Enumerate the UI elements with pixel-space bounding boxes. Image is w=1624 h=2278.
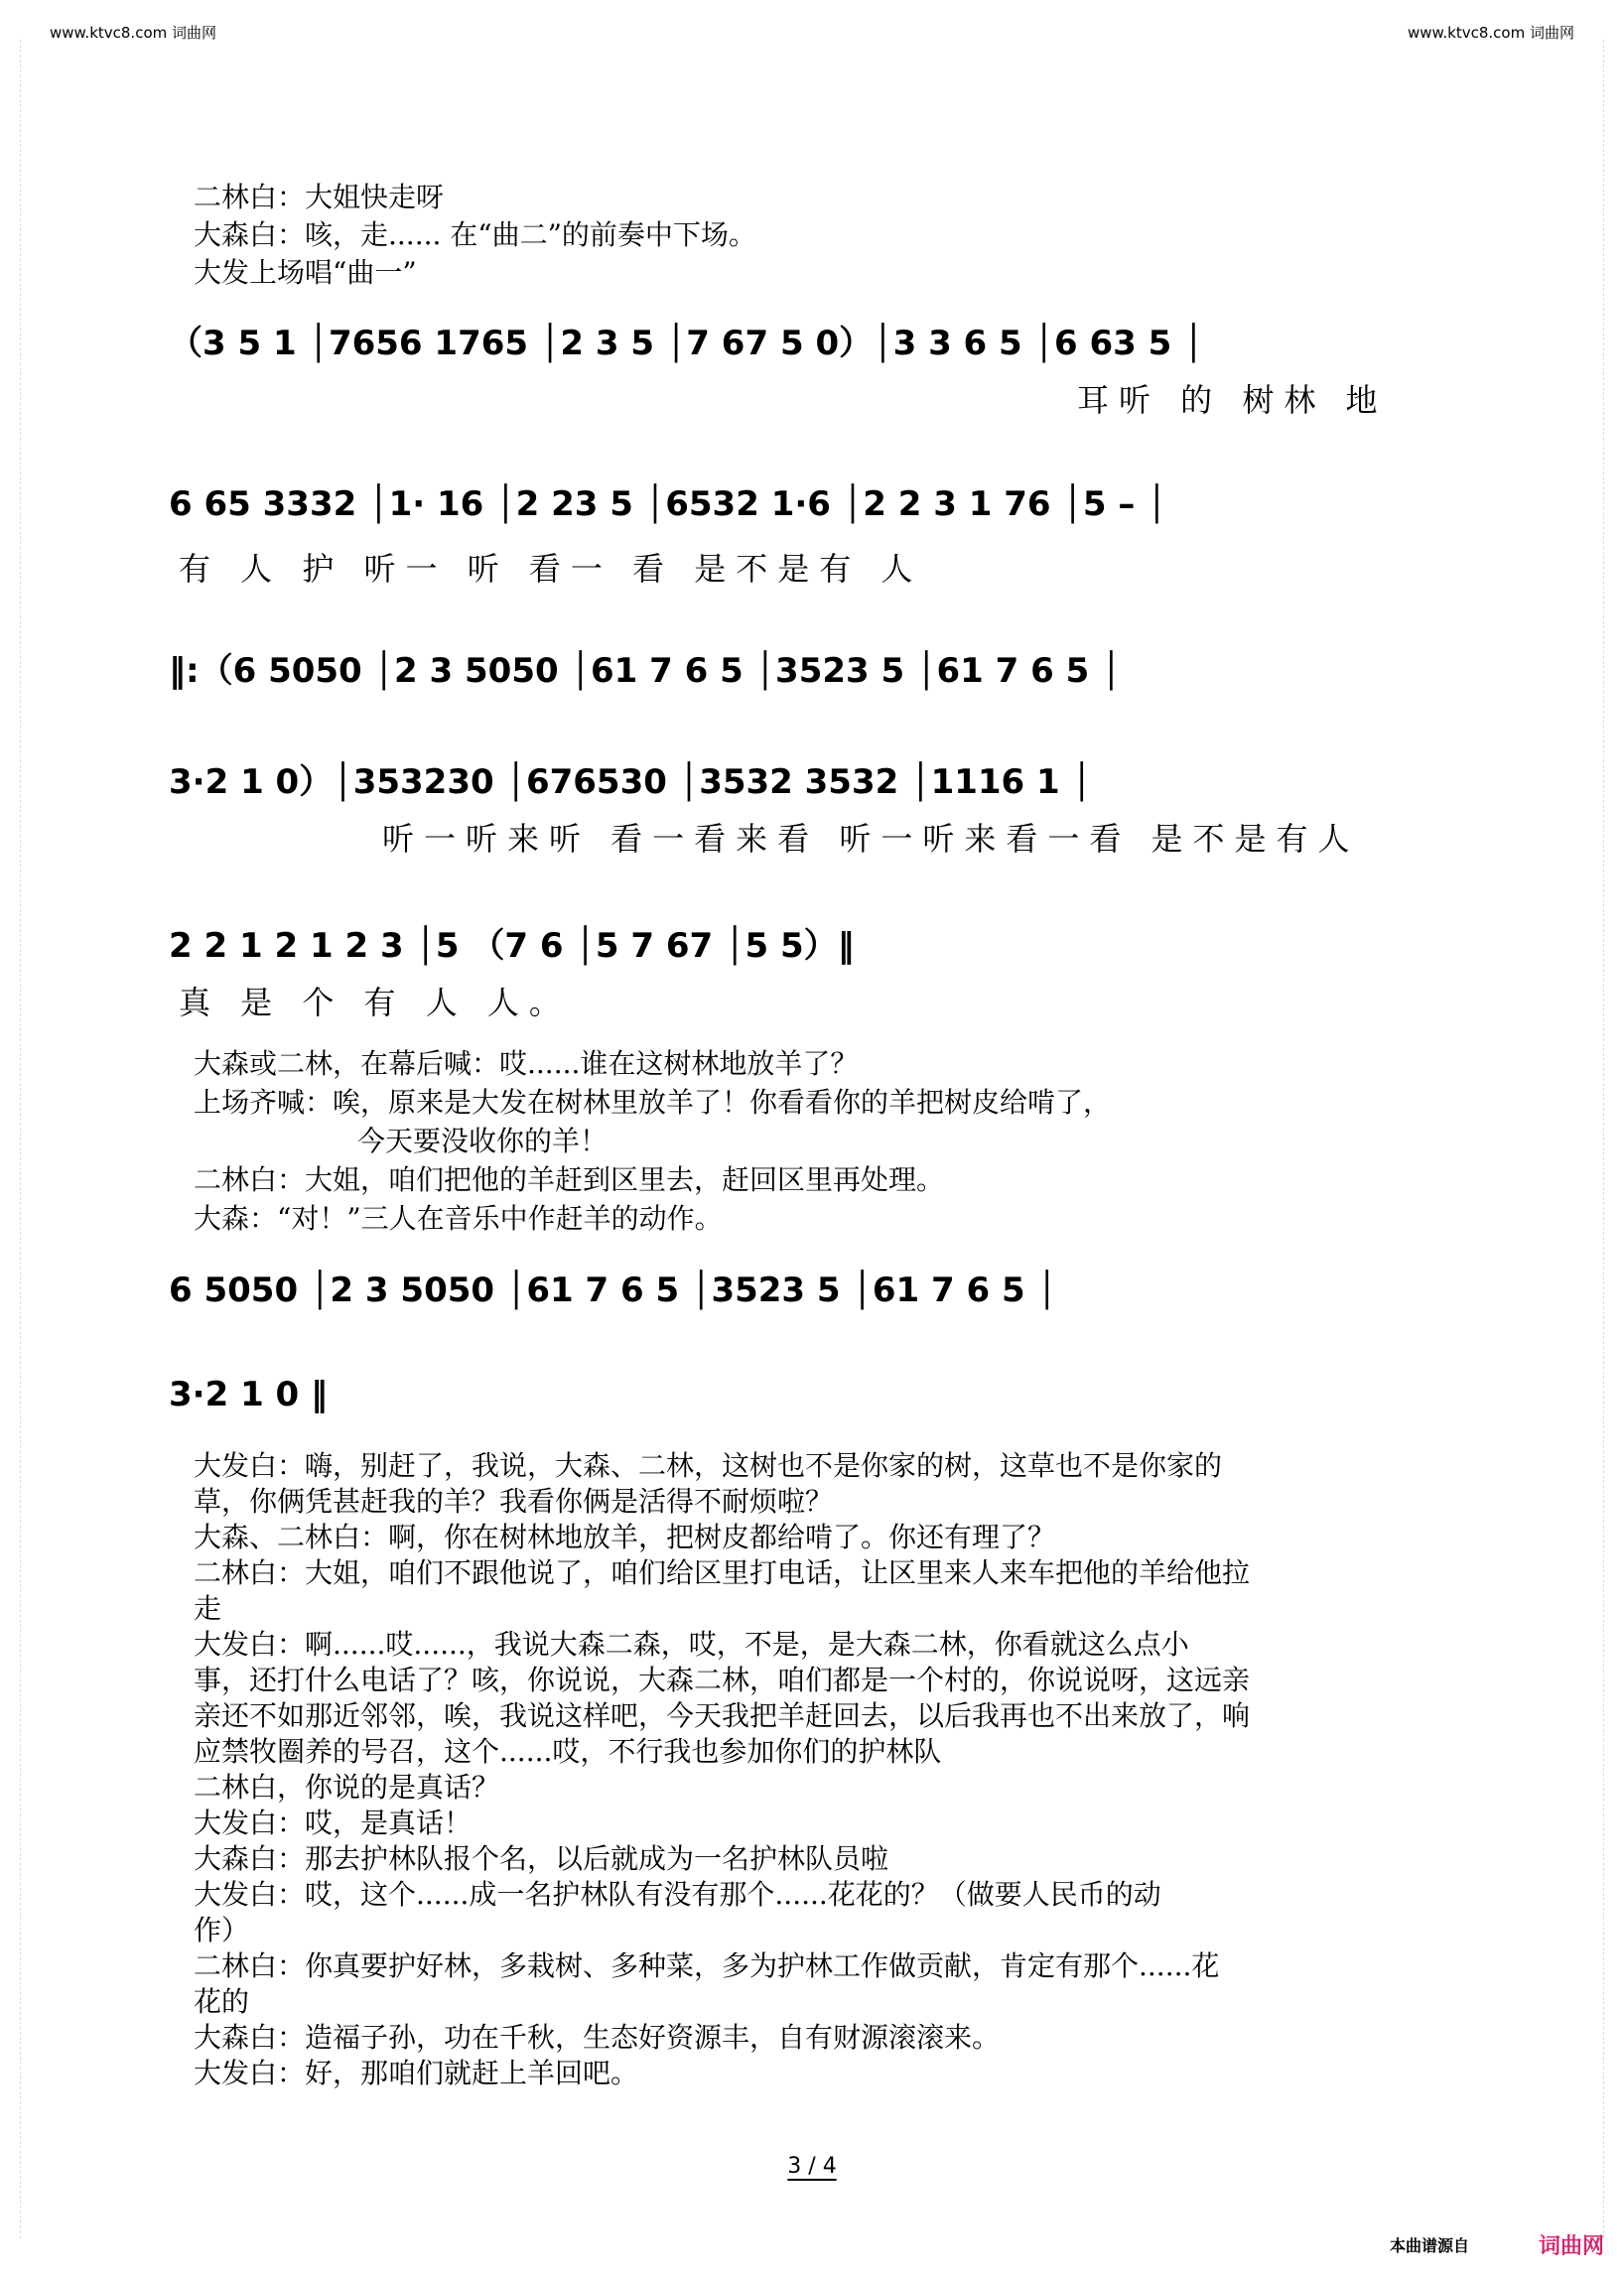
score-line-3: ‖:（6 5050 │2 3 5050 │61 7 6 5 │3523 5 │61 7 6 5 │ [169,651,1122,691]
score-line-2: 6 65 3332 │1· 16 │2 23 5 │6532 1·6 │2 2 3 1 76 │5 – │ [169,484,1167,524]
page-number-text: 3 / 4 [787,2154,837,2179]
score-line-7: 3·2 1 0 ‖ [169,1375,329,1414]
footer-source: 本曲谱源自 [1390,2236,1470,2255]
lyric-line-4: 听一听来听 看一看来看 听一听来看一看 是不是有人 [382,820,1360,858]
dialogue-line: 大发白：好，那咱们就赶上羊回吧。 [194,2057,639,2089]
intro-line: 大森白：咳，走...... 在“曲二”的前奏中下场。 [194,218,756,251]
dialogue-line: 草，你俩凭甚赶我的羊？我看你俩是活得不耐烦啦？ [194,1485,834,1518]
left-margin-watermark [6,40,21,2238]
dialogue-line: 大森、二林白：啊，你在树林地放羊，把树皮都给啃了。你还有理了？ [194,1521,1056,1553]
right-margin-watermark [1603,40,1618,2238]
score-line-5: 2 2 1 2 1 2 3 │5 （7 6 │5 7 67 │5 5）‖ [169,926,855,966]
dialogue-line: 上场齐喊：唉，原来是大发在树林里放羊了！你看看你的羊把树皮给啃了， [194,1086,1112,1119]
lyric-line-1: 耳听 的 树林 地 [1077,381,1388,419]
dialogue-line: 今天要没收你的羊！ [357,1125,609,1157]
dialogue-line: 大发白：哎，这个......成一名护林队有没有那个......花花的？（做要人民币的动 [194,1878,1161,1911]
dialogue-line: 大发白：啊......哎......，我说大森二森，哎，不是，是大森二林，你看就这么点小 [194,1628,1189,1661]
dialogue-line: 二林白：你真要护好林，多栽树、多种菜，多为护林工作做贡献，肯定有那个......花 [194,1949,1220,1982]
dialogue-line: 大发白：哎，是真话！ [194,1807,473,1839]
intro-line: 二林白：大姐快走呀 [194,181,445,213]
dialogue-line: 大森或二林，在幕后喊：哎......谁在这树林地放羊了？ [194,1047,859,1080]
dialogue-line: 大森白：造福子孙，功在千秋，生态好资源丰，自有财源滚滚来。 [194,2021,1001,2054]
dialogue-line: 走 [194,1592,222,1625]
dialogue-line: 亲还不如那近邻邻，唉，我说这样吧，今天我把羊赶回去，以后我再也不出来放了，响 [194,1699,1251,1732]
dialogue-line: 二林白，你说的是真话？ [194,1771,500,1804]
score-line-1: （3 5 1 │7656 1765 │2 3 5 │7 67 5 0）│3 3 6 5 │6 63 5 │ [169,324,1204,363]
dialogue-line: 事，还打什么电话了？咳，你说说，大森二林，咱们都是一个村的，你说说呀，这远亲 [194,1664,1251,1696]
score-line-4: 3·2 1 0）│353230 │676530 │3532 3532 │1116 1 │ [169,762,1093,802]
page-number [0,2154,1624,2179]
lyric-line-5: 真 是 个 有 人 人。 [179,984,571,1021]
footer-brand-logo[interactable]: 词曲网 [1539,2234,1605,2259]
dialogue-line: 大森：“对！”三人在音乐中作赶羊的动作。 [194,1202,723,1235]
dialogue-line: 大发白：嗨，别赶了，我说，大森、二林，这树也不是你家的树，这草也不是你家的 [194,1449,1223,1482]
intro-line: 大发上场唱“曲一” [194,256,417,289]
dialogue-line: 作） [194,1914,250,1946]
dialogue-line: 大森白：那去护林队报个名，以后就成为一名护林队员啦 [194,1842,889,1875]
dialogue-line: 二林白：大姐，咱们把他的羊赶到区里去，赶回区里再处理。 [194,1163,945,1196]
dialogue-line: 应禁牧圈养的号召，这个......哎，不行我也参加你们的护林队 [194,1735,942,1768]
dialogue-line: 花的 [194,1985,250,2018]
dialogue-line: 二林白：大姐，咱们不跟他说了，咱们给区里打电话，让区里来人来车把他的羊给他拉 [194,1556,1251,1589]
header-left: www.ktvc8.com 词曲网 [50,24,217,42]
lyric-line-2: 有 人 护 听一 听 看一 看 是不是有 人 [179,550,923,588]
score-line-6: 6 5050 │2 3 5050 │61 7 6 5 │3523 5 │61 7 6 5 │ [169,1271,1057,1310]
header-right: www.ktvc8.com 词曲网 [1407,24,1574,42]
